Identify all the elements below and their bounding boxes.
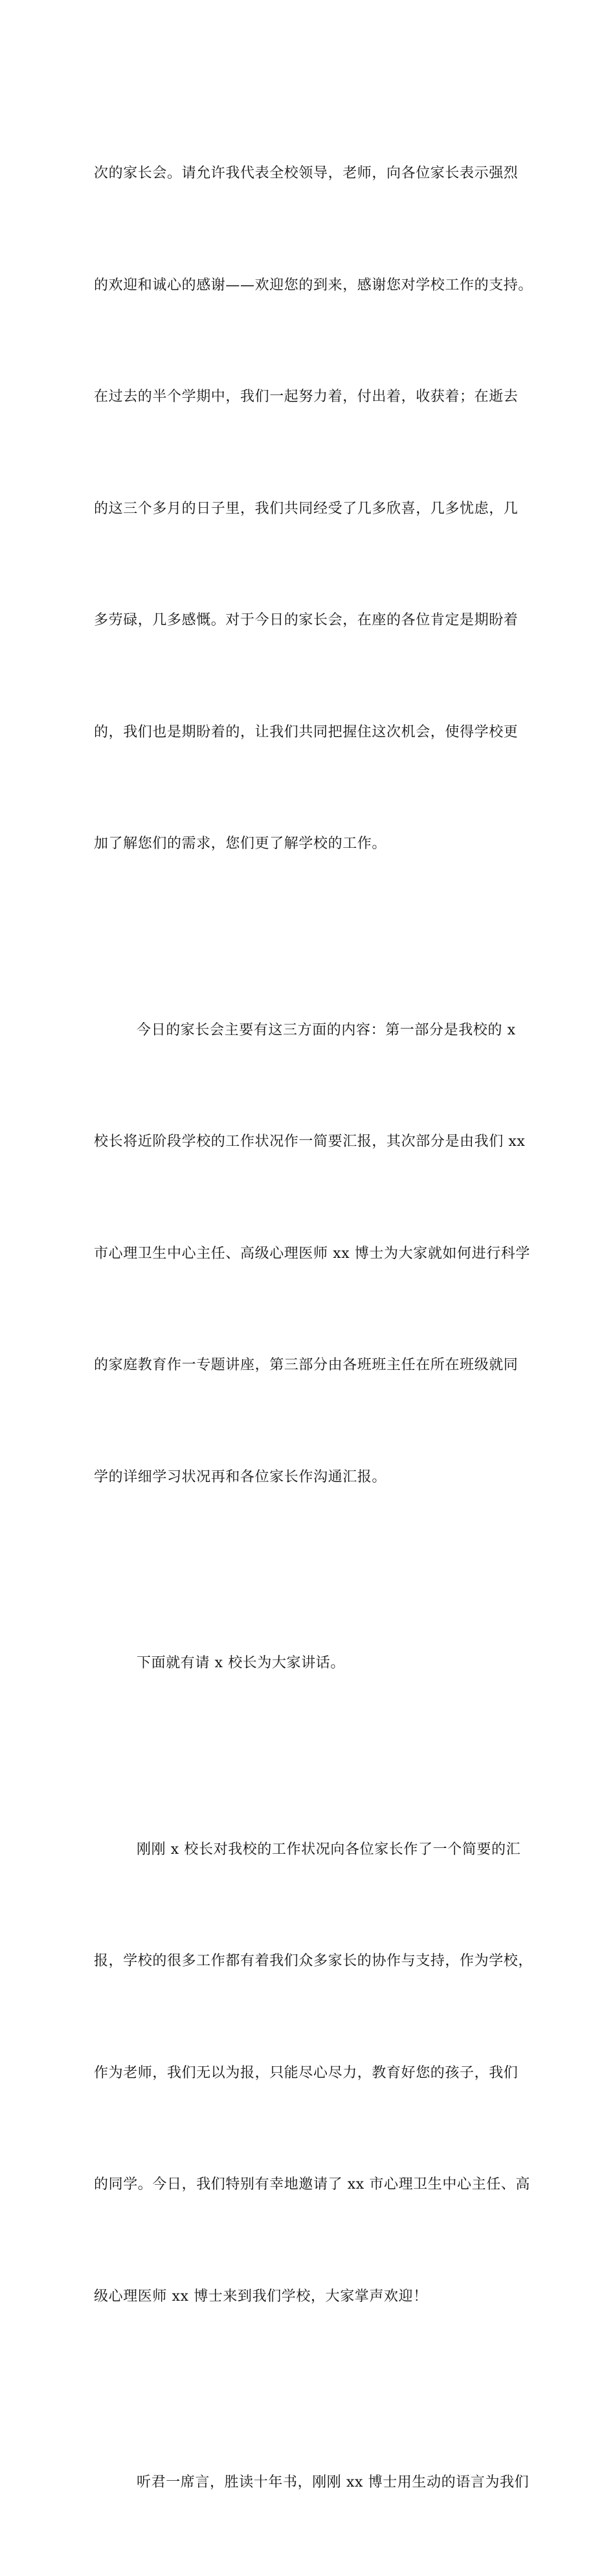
- text-line: 刚刚 x 校长对我校的工作状况向各位家长作了一个简要的汇: [137, 1841, 521, 1858]
- text-line: 的同学。今日，我们特别有幸地邀请了 xx 市心理卫生中心主任、高: [94, 2176, 531, 2193]
- text-line: 的欢迎和诚心的感谢——欢迎您的到来，感谢您对学校工作的支持。: [94, 277, 533, 293]
- document-body: [94, 80, 534, 2576]
- text-line: 在过去的半个学期中，我们一起努力着，付出着，收获着；在逝去: [94, 389, 519, 405]
- text-line: 多劳碌，几多感慨。对于今日的家长会，在座的各位肯定是期盼着: [94, 612, 519, 628]
- text-line: 下面就有请 x 校长为大家讲话。: [137, 1655, 345, 1671]
- text-line: 听君一席言，胜读十年书，刚刚 xx 博士用生动的语言为我们: [137, 2474, 530, 2491]
- text-line: 加了解您们的需求，您们更了解学校的工作。: [94, 836, 387, 852]
- paragraph-5: [94, 2389, 534, 2576]
- paragraph-3: [94, 1570, 534, 1757]
- text-line: 今日的家长会主要有这三方面的内容：第一部分是我校的 x: [137, 1021, 516, 1038]
- text-line: 市心理卫生中心主任、高级心理医师 xx 博士为大家就如何进行科学: [94, 1245, 531, 1262]
- paragraph-1: [94, 80, 534, 937]
- text-line: 的这三个多月的日子里，我们共同经受了几多欣喜，几多忧虑，几: [94, 500, 519, 517]
- paragraph-4: [94, 1757, 534, 2390]
- text-line: 次的家长会。请允许我代表全校领导，老师，向各位家长表示强烈: [94, 165, 519, 181]
- text-line: 级心理医师 xx 博士来到我们学校，大家掌声欢迎！: [94, 2288, 428, 2305]
- text-line: 学的详细学习状况再和各位家长作沟通汇报。: [94, 1468, 387, 1485]
- paragraph-2: [94, 937, 534, 1571]
- text-line: 的家庭教育作一专题讲座，第三部分由各班班主任在所在班级就同: [94, 1357, 519, 1373]
- text-line: 校长将近阶段学校的工作状况作一简要汇报，其次部分是由我们 xx: [94, 1134, 526, 1150]
- text-line: 报，学校的很多工作都有着我们众多家长的协作与支持，作为学校，: [94, 1953, 533, 1969]
- text-line: 的，我们也是期盼着的，让我们共同把握住这次机会，使得学校更: [94, 724, 519, 740]
- text-line: 作为老师，我们无以为报，只能尽心尽力，教育好您的孩子，我们: [94, 2064, 519, 2081]
